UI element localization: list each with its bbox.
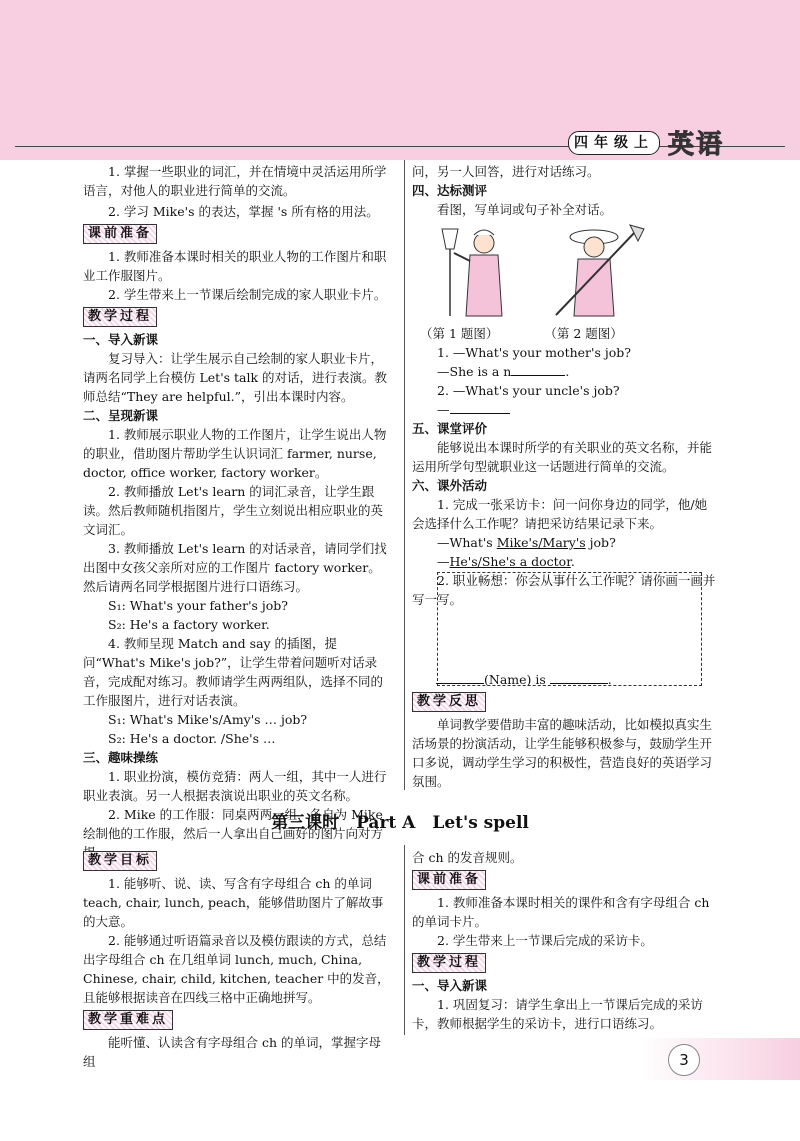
exercise-pictures bbox=[412, 219, 718, 324]
farmer-illustration bbox=[548, 221, 648, 321]
interview-question-post: job? bbox=[585, 535, 616, 550]
answer-1: —She is a n . bbox=[437, 364, 570, 379]
section-6-item-2: 2. 职业畅想：你会从事什么工作呢？请你画一画并写一写。 bbox=[412, 573, 716, 607]
nurse-illustration bbox=[432, 221, 522, 321]
answer-1-blank[interactable] bbox=[511, 375, 565, 376]
dialogue-line-4: S₂: He's a doctor. /She's … bbox=[108, 731, 276, 746]
lesson3-prep-2: 2. 学生带来上一节课后完成的采访卡。 bbox=[437, 933, 653, 948]
interview-answer-underlined: He's/She's a doctor bbox=[449, 554, 571, 569]
page-number-tab bbox=[640, 1038, 800, 1080]
name-line: (Name) is . bbox=[412, 670, 718, 689]
interview-answer-pre: — bbox=[437, 554, 450, 569]
section-4-text: 看图，写单词或句子补全对话。 bbox=[437, 202, 613, 217]
picture-captions bbox=[412, 324, 718, 343]
name-line-text: (Name) is bbox=[484, 672, 546, 687]
dialogue-line-2: S₂: He's a factory worker. bbox=[108, 617, 270, 632]
column-divider-lower bbox=[404, 845, 405, 1035]
reflection-heading: 教学反思 bbox=[412, 692, 486, 712]
right-column-upper bbox=[412, 162, 718, 609]
interview-question bbox=[412, 533, 718, 552]
prep-heading: 课前准备 bbox=[83, 224, 157, 244]
section-4-heading: 四、达标测评 bbox=[412, 183, 488, 198]
left-column-upper bbox=[83, 162, 390, 862]
objective-1: 1. 掌握一些职业的词汇，并在情境中灵活运用所学语言，对他人的职业进行简单的交流。 bbox=[83, 164, 387, 198]
caption-1: （第 1 题图） bbox=[420, 326, 499, 341]
section-5-heading: 五、课堂评价 bbox=[412, 421, 488, 436]
lesson3-section-1-heading: 一、导入新课 bbox=[412, 978, 488, 993]
prep-2: 2. 学生带来上一节课后绘制完成的家人职业卡片。 bbox=[108, 287, 387, 302]
job-blank[interactable] bbox=[550, 683, 608, 684]
process-heading: 教学过程 bbox=[83, 307, 157, 327]
key-points-heading: 教学重难点 bbox=[83, 1010, 173, 1030]
objective-2: 2. 学习 Mike's 的表达，掌握 's 所有格的用法。 bbox=[108, 204, 379, 219]
section-2-item-1: 1. 教师展示职业人物的工作图片，让学生说出人物的职业，借助图片帮助学生认识词汇 farmer, nurse, doctor, office worker, factory worker。 bbox=[83, 427, 387, 480]
subject-logo: 英语 bbox=[668, 130, 725, 160]
interview-question-underlined: Mike's/Mary's bbox=[496, 535, 586, 550]
lesson-title: 第三课时 Part A Let's spell bbox=[271, 813, 529, 833]
lesson3-section-1-text: 1. 巩固复习：请学生拿出上一节课后完成的采访卡，教师根据学生的采访卡，进行口语练习。 bbox=[412, 997, 703, 1031]
lesson3-process-heading: 教学过程 bbox=[412, 953, 486, 973]
grade-badge: 四年级上 bbox=[568, 131, 660, 155]
reflection-text: 单词教学要借助丰富的趣味活动，比如模拟真实生活场景的扮演活动，让学生能够积极参与，鼓励学生开口多说，调动学生学习的积极性，营造良好的英语学习氛围。 bbox=[412, 717, 713, 789]
left-column-lower bbox=[83, 848, 390, 1071]
lower-continued-text: 合 ch 的发音规则。 bbox=[412, 850, 523, 865]
column-divider-upper bbox=[404, 160, 405, 790]
answer-1-text: —She is a n bbox=[437, 364, 512, 379]
section-2-item-2: 2. 教师播放 Let's learn 的词汇录音，让学生跟读。然后教师随机指图片，学生立刻说出相应职业的英文词汇。 bbox=[83, 484, 384, 537]
right-column-reflection bbox=[412, 670, 718, 791]
answer-2 bbox=[412, 400, 718, 419]
section-3-item-1: 1. 职业扮演，模仿竞猜：两人一组，其中一人进行职业表演。另一人根据表演说出职业的英文名称。 bbox=[83, 769, 387, 803]
name-blank[interactable] bbox=[436, 683, 484, 684]
section-2-item-4: 4. 教师呈现 Match and say 的插图，提问“What's Mike's job?”，让学生带着问题听对话录音，完成配对练习。教师请学生两两组队，选择不同的工作服图片，进行对话表演。 bbox=[83, 636, 384, 708]
page-number: 3 bbox=[668, 1044, 700, 1076]
section-2-heading: 二、呈现新课 bbox=[83, 408, 159, 423]
section-3-heading: 三、趣味操练 bbox=[83, 750, 159, 765]
section-3-item-2: 2. Mike 的工作服：同桌两两一组，各自为 Mike 绘制他的工作服，然后一人拿出自己画好的图片向对方 bbox=[83, 807, 384, 841]
lesson3-objective-2: 2. 能够通过听语篇录音以及模仿跟读的方式，总结出字母组合 ch 在几组单词 lunch, much, China, Chinese, chair, child, kitchen, teacher 中的发音，且能够根据读音在四线三格中正确地拼写。 bbox=[83, 933, 390, 1005]
section-6-item-1: 1. 完成一张采访卡：问一问你身边的同学，他/她会选择什么工作呢？请把采访结果记录下来。 bbox=[412, 497, 708, 531]
section-6-heading: 六、课外活动 bbox=[412, 478, 488, 493]
section-2-item-3: 3. 教师播放 Let's learn 的对话录音，请同学们找出图中女孩父亲所对应的工作图片 factory worker。然后请两名同学根据图片进行口语练习。 bbox=[83, 541, 387, 594]
dialogue-line-1: S₁: What's your father's job? bbox=[108, 598, 288, 613]
continued-text: 问，另一人回答，进行对话练习。 bbox=[412, 164, 600, 179]
prep-1: 1. 教师准备本课时相关的职业人物的工作图片和职业工作服图片。 bbox=[83, 249, 387, 283]
question-2: 2. —What's your uncle's job? bbox=[437, 383, 620, 398]
section-1-text: 复习导入：让学生展示自己绘制的家人职业卡片，请两名同学上台模仿 Let's talk 的对话，进行表演。教师总结“They are helpful.”，引出本课时内容。 bbox=[83, 351, 388, 404]
lesson3-objective-1: 1. 能够听、说、读、写含有字母组合 ch 的单词 teach, chair, lunch, peach，能够借助图片了解故事的大意。 bbox=[83, 876, 384, 929]
answer-2-blank[interactable] bbox=[450, 413, 510, 414]
objective-heading: 教学目标 bbox=[83, 851, 157, 871]
right-column-lower bbox=[412, 848, 718, 1033]
question-1: 1. —What's your mother's job? bbox=[437, 345, 631, 360]
interview-answer-post: . bbox=[570, 554, 575, 569]
dialogue-line-3: S₁: What's Mike's/Amy's … job? bbox=[108, 712, 308, 727]
key-points-text: 能听懂、认读含有字母组合 ch 的单词，掌握字母组 bbox=[83, 1035, 381, 1069]
answer-2-text: — bbox=[437, 402, 450, 417]
section-5-text: 能够说出本课时所学的有关职业的英文名称，并能运用所学句型就职业这一话题进行简单的交流。 bbox=[412, 440, 713, 474]
drawing-area[interactable] bbox=[437, 572, 702, 686]
lesson3-prep-heading: 课前准备 bbox=[412, 870, 486, 890]
caption-2: （第 2 题图） bbox=[544, 326, 623, 341]
lesson3-prep-1: 1. 教师准备本课时相关的课件和含有字母组合 ch 的单词卡片。 bbox=[412, 895, 710, 929]
interview-answer bbox=[412, 552, 718, 571]
interview-question-pre: —What's bbox=[437, 535, 497, 550]
section-1-heading: 一、导入新课 bbox=[83, 332, 159, 347]
